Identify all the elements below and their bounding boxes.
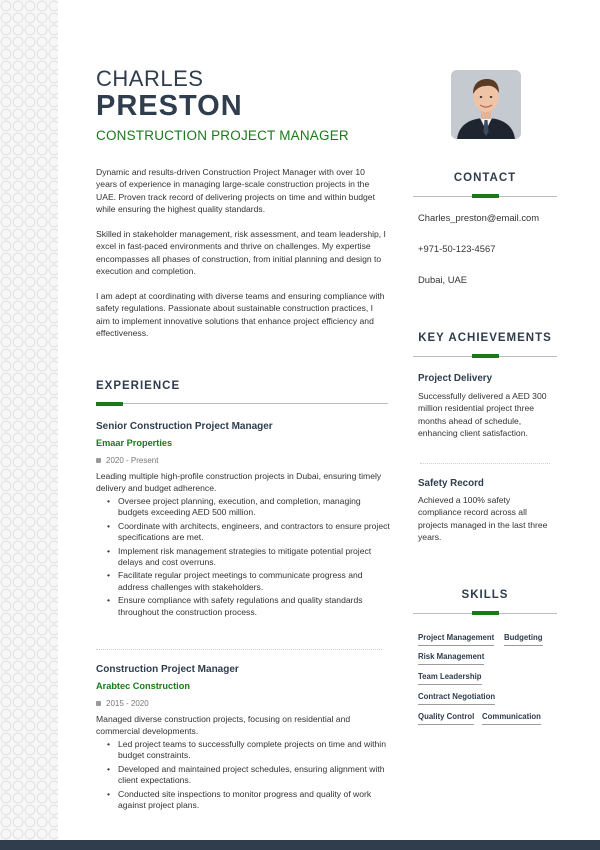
achievement-description: Successfully delivered a AED 300 million residential project three months ahead of schedule, enhancing client satisfaction. <box>418 391 547 439</box>
job-description: Leading multiple high-profile construction projects in Dubai, ensuring timely delivery and budget adherence. <box>96 471 382 493</box>
job-bullet: • Led project teams to successfully complete projects on time and within budget constraints. <box>106 739 390 762</box>
section-accent-bar <box>96 402 123 406</box>
profile-photo <box>451 70 521 139</box>
skill-tag: Project Management <box>418 633 494 646</box>
summary-paragraph: Dynamic and results-driven Construction Project Manager with over 10 years of experience in managing large-scale construction projects in the UAE. Proven track record of delivering projects on time and within budget while ensuring the highest quality standards. <box>96 167 375 215</box>
job-bullet: • Developed and maintained project schedules, ensuring alignment with client expectations. <box>106 764 390 787</box>
job-role: Construction Project Manager <box>96 664 239 675</box>
achievement-title: Project Delivery <box>418 373 493 384</box>
job-divider <box>96 649 382 650</box>
job-dates <box>96 456 390 465</box>
job-role: Senior Construction Project Manager <box>96 421 273 432</box>
job-bullet: • Ensure compliance with safety regulations and quality standards throughout the construction process. <box>106 595 390 618</box>
calendar-icon <box>96 701 101 706</box>
section-accent-bar <box>472 194 499 198</box>
experience-heading: EXPERIENCE <box>96 380 181 392</box>
job-description: Managed diverse construction projects, focusing on residential and commercial developments. <box>96 714 351 736</box>
section-accent-bar <box>472 354 499 358</box>
skill-tag: Risk Management <box>418 652 484 665</box>
section-accent-bar <box>472 611 499 615</box>
achievement-divider <box>420 463 550 464</box>
summary-paragraph: Skilled in stakeholder management, risk assessment, and team leadership, I excel in fast-paced environments and thrive on challenges. My expertise encompasses all phases of construction, from initial planning and design to execution and completion. <box>96 229 386 277</box>
job-company: Emaar Properties <box>96 438 173 448</box>
skill-tag: Contract Negotiation <box>418 692 495 705</box>
job-dates-text: 2020 - Present <box>106 456 159 465</box>
skill-tag: Budgeting <box>504 633 543 646</box>
job-bullets <box>96 739 390 811</box>
profile-summary <box>96 166 386 352</box>
skills-heading: SKILLS <box>461 589 509 601</box>
achievement-title: Safety Record <box>418 478 484 489</box>
contact-heading: CONTACT <box>453 172 517 184</box>
achievement-description: Achieved a 100% safety compliance record across all projects managed in the last three years. <box>418 495 548 543</box>
job-bullet: • Facilitate regular project meetings to communicate progress and address challenges with stakeholders. <box>106 570 390 593</box>
decorative-pattern-strip <box>0 0 58 850</box>
job-bullet: • Oversee project planning, execution, and completion, managing budgets exceeding AED 500 million. <box>106 496 390 519</box>
summary-paragraph: I am adept at coordinating with diverse teams and ensuring compliance with safety regulations. Passionate about sustainable construction practices, I aim to implement innovative solutions that enhance project efficiency and effectiveness. <box>96 291 385 339</box>
skill-tag: Communication <box>482 712 541 725</box>
skill-tag: Team Leadership <box>418 672 482 685</box>
job-bullet: • Coordinate with architects, engineers, and contractors to ensure project specifications are met. <box>106 521 390 544</box>
contact-location: Dubai, UAE <box>418 274 467 285</box>
calendar-icon <box>96 458 101 463</box>
first-name: CHARLES <box>96 66 204 91</box>
section-divider <box>96 403 388 404</box>
job-title: CONSTRUCTION PROJECT MANAGER <box>96 128 349 143</box>
job-dates-text: 2015 - 2020 <box>106 699 149 708</box>
job-bullet: • Implement risk management strategies to mitigate potential project delays and cost overruns. <box>106 546 390 569</box>
contact-phone[interactable]: +971-50-123-4567 <box>418 243 496 254</box>
job-bullets <box>96 496 390 618</box>
footer-bar <box>0 840 600 850</box>
job-company: Arabtec Construction <box>96 681 190 691</box>
job-entry <box>96 421 390 620</box>
last-name: PRESTON <box>96 90 243 122</box>
achievements-heading: KEY ACHIEVEMENTS <box>418 332 552 344</box>
skill-tag: Quality Control <box>418 712 474 725</box>
contact-email[interactable]: Charles_preston@email.com <box>418 212 540 223</box>
job-entry <box>96 664 390 813</box>
job-dates <box>96 699 390 708</box>
job-bullet: • Conducted site inspections to monitor progress and quality of work against project plans. <box>106 789 390 812</box>
